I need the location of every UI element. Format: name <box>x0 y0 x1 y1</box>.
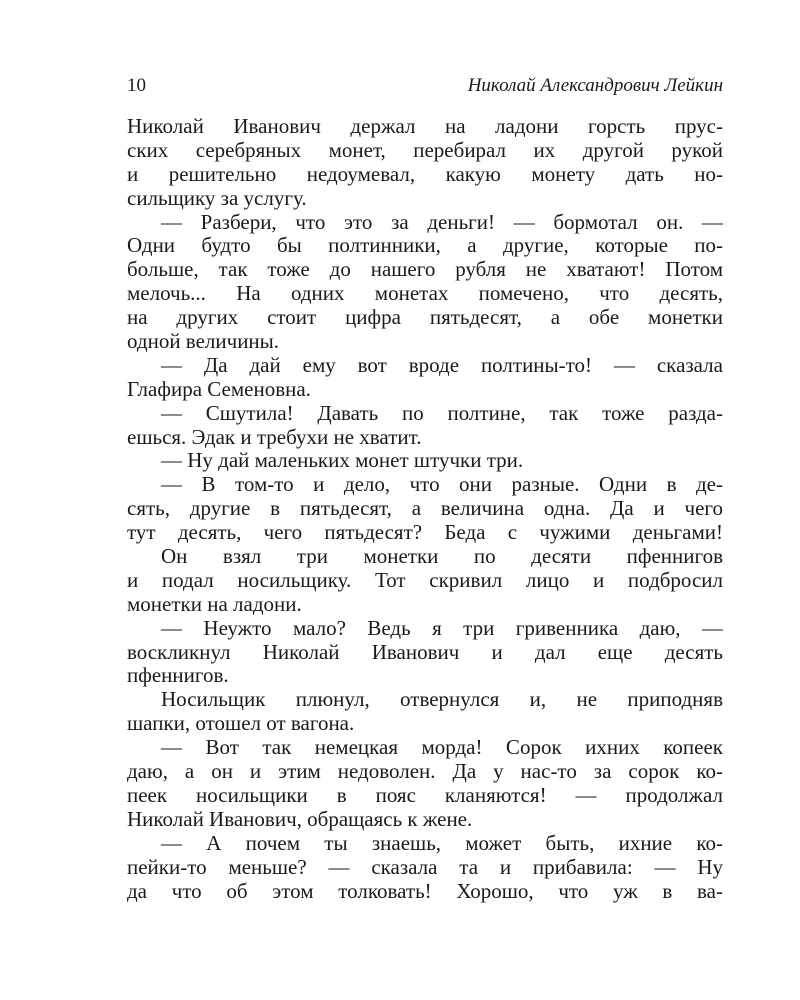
text-line: воскликнул Николай Иванович и дал еще десять <box>127 640 723 664</box>
text-line: ешься. Эдак и требухи не хватит. <box>127 425 422 449</box>
text-line: — Разбери, что это за деньги! — бормотал он. — <box>161 210 723 234</box>
text-line: да что об этом толковать! Хорошо, что уж в ва- <box>127 879 723 903</box>
text-line: Глафира Семеновна. <box>127 377 311 401</box>
text-line: шапки, отошел от вагона. <box>127 712 355 736</box>
text-line: — Ну дай маленьких монет штучки три. <box>161 449 524 473</box>
running-head-author: Николай Александрович Лейкин <box>467 75 723 96</box>
text-line: — Вот так немецкая морда! Сорок ихних копеек <box>161 736 723 760</box>
text-line: сильщику за услугу. <box>127 186 307 210</box>
text-line: — Да дай ему вот вроде полтины-то! — сказала <box>161 353 723 377</box>
body-text <box>127 115 723 915</box>
text-line: — А почем ты знаешь, может быть, ихние ко- <box>161 831 723 855</box>
text-line: Носильщик плюнул, отвернулся и, не приподняв <box>161 688 723 712</box>
text-line: — Неужто мало? Ведь я три гривенника даю, — <box>161 616 723 640</box>
text-line: Он взял три монетки по десяти пфеннигов <box>161 545 723 569</box>
text-line: и решительно недоумевал, какую монету дать но- <box>127 162 723 186</box>
text-line: пеек носильщики в пояс кланяются! — продолжал <box>127 783 723 807</box>
text-line: монетки на ладони. <box>127 592 302 616</box>
text-line: пфеннигов. <box>127 664 229 688</box>
text-line: пейки-то меньше? — сказала та и прибавила: — Ну <box>127 855 723 879</box>
text-line: Николай Иванович, обращаясь к жене. <box>127 807 473 831</box>
text-line: и подал носильщику. Тот скривил лицо и подбросил <box>127 568 723 592</box>
text-line: тут десять, чего пятьдесят? Беда с чужими деньгами! <box>127 521 723 545</box>
text-line: — Сшутила! Давать по полтине, так тоже разда- <box>161 401 723 425</box>
text-line: — В том-то и дело, что они разные. Одни в де- <box>161 473 723 497</box>
text-line: одной величины. <box>127 330 280 354</box>
text-line: Николай Иванович держал на ладони горсть прус- <box>127 115 723 138</box>
text-line: больше, так тоже до нашего рубля не хватают! Потом <box>127 258 723 282</box>
text-line: сять, другие в пятьдесят, а величина одна. Да и чего <box>127 497 723 521</box>
text-line: даю, а он и этим недоволен. Да у нас-то за сорок ко- <box>127 760 723 784</box>
text-line: ских серебряных монет, перебирал их другой рукой <box>127 138 723 162</box>
text-line: Одни будто бы полтинники, а другие, которые по- <box>127 234 723 258</box>
text-line: на других стоит цифра пятьдесят, а обе монетки <box>127 306 723 330</box>
page-header <box>127 74 723 98</box>
text-line: мелочь... На одних монетах помечено, что десять, <box>127 282 723 306</box>
page-number: 10 <box>127 75 146 96</box>
